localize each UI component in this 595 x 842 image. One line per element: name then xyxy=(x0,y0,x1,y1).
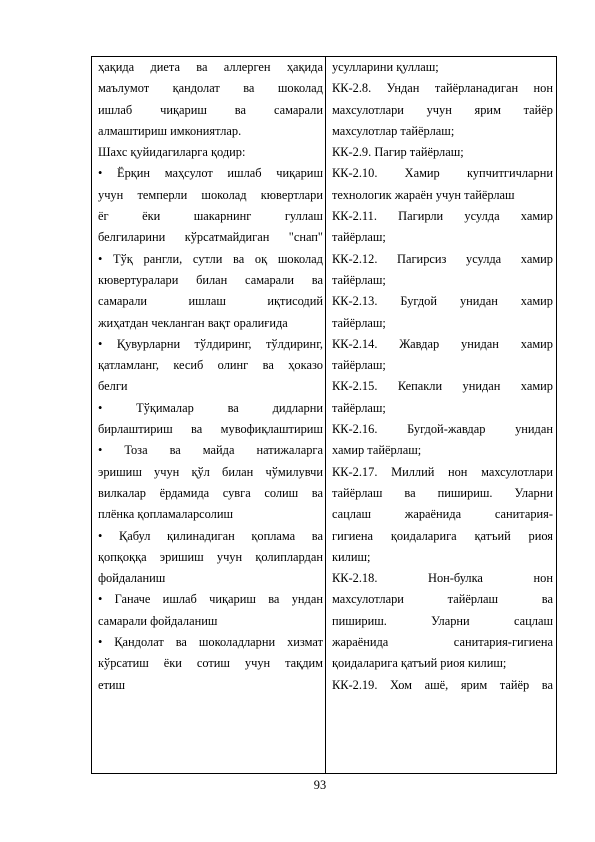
text-line: • Қабул қилинадиган қоплама ва xyxy=(98,528,323,543)
text-line: КК-2.12. Пагирсиз усулда хамир xyxy=(331,251,553,266)
text-line: • Ёрқин маҳсулот ишлаб чиқариш xyxy=(98,166,323,181)
two-column-table xyxy=(91,56,557,774)
text-line: кўрсатиш ёки сотиш учун тақдим xyxy=(98,656,323,671)
text-line: самарали ишлаш иқтисодий xyxy=(98,294,323,309)
text-line: • Тўқ рангли, сутли ва оқ шоколад xyxy=(98,251,323,266)
text-line: тайёрлаш; xyxy=(331,400,386,415)
text-line: КК-2.15. Кепакли унидан хамир xyxy=(331,379,553,394)
text-line: қатламланг, кесиб олинг ва ҳоказо xyxy=(98,358,323,373)
text-line: фойдаланиш xyxy=(98,571,166,586)
text-line: самарали фойдаланиш xyxy=(98,613,218,628)
text-line: хамир тайёрлаш; xyxy=(331,443,422,458)
text-line: маълумот қандолат ва шоколад xyxy=(98,81,323,96)
text-line: махсулотлари тайёрлаш ва xyxy=(331,592,553,607)
text-line: Шахс қуйидагиларга қодир: xyxy=(98,145,246,160)
text-line: алмаштириш имкониятлар. xyxy=(98,123,242,138)
text-line: • Ганаче ишлаб чиқариш ва ундан xyxy=(98,592,323,607)
text-line: КК-2.14. Жавдар унидан хамир xyxy=(331,336,553,351)
text-line: усулларини қуллаш; xyxy=(331,60,439,74)
text-line: кювертуралари билан самарали ва xyxy=(98,272,323,287)
text-line: етиш xyxy=(98,677,126,692)
text-line: тайёрлаш ва пишириш. Уларни xyxy=(331,485,553,500)
text-line: тайёрлаш; xyxy=(331,272,386,287)
text-line: пишириш. Уларни сацлаш xyxy=(331,613,553,628)
text-line: белгиларини кўрсатмайдиган "снап" xyxy=(98,230,323,245)
text-line: ҳақида диета ва аллерген ҳақида xyxy=(98,60,323,74)
text-line: КК-2.17. Миллий нон махсулотлари xyxy=(331,464,553,479)
left-column xyxy=(92,57,326,773)
right-column xyxy=(326,57,556,773)
text-line: жараёнида санитария-гигиена xyxy=(331,635,553,650)
text-line: ёг ёки шакарнинг гуллаш xyxy=(98,209,323,224)
text-line: учун темперли шоколад кювертлари xyxy=(98,187,323,202)
text-line: қопқоққа эришиш учун қолиплардан xyxy=(98,549,323,564)
page-number: 93 xyxy=(313,778,327,792)
text-line: махсулотлари учун ярим тайёр xyxy=(331,102,553,117)
text-line: эришиш учун қўл билан чўмилувчи xyxy=(98,464,323,479)
text-line: КК-2.16. Бугдой-жавдар унидан xyxy=(331,422,553,437)
text-line: КК-2.10. Хамир купчитгичларни xyxy=(331,166,553,181)
text-line: белги xyxy=(98,379,128,394)
text-line: ишлаб чиқариш ва самарали xyxy=(98,102,323,117)
text-line: қоидаларига қатъий риоя килиш; xyxy=(331,656,507,671)
text-line: тайёрлаш; xyxy=(331,358,386,373)
text-line: тайёрлаш; xyxy=(331,230,386,245)
text-line: • Тўқималар ва дидларни xyxy=(98,400,323,415)
text-line: • Тоза ва майда натижаларга xyxy=(98,443,323,458)
text-line: КК-2.13. Бугдой унидан хамир xyxy=(331,294,553,309)
text-line: вилкалар ёрдамида сувга солиш ва xyxy=(98,485,323,500)
text-line: тайёрлаш; xyxy=(331,315,386,330)
text-line: сацлаш жараёнида санитария- xyxy=(331,507,553,522)
text-line: • Қандолат ва шоколадларни хизмат xyxy=(98,635,323,650)
text-line: КК-2.18. Нон-булка нон xyxy=(331,571,553,586)
text-line: килиш; xyxy=(331,549,371,564)
text-line: • Қувурларни тўлдиринг, тўлдиринг, xyxy=(98,336,323,351)
text-line: плёнка қопламаларсолиш xyxy=(98,507,234,522)
text-line: махсулотлар тайёрлаш; xyxy=(331,123,455,138)
text-line: КК-2.8. Ундан тайёрланадиган нон xyxy=(331,81,553,96)
text-line: жиҳатдан чекланган вақт оралиғида xyxy=(98,315,288,330)
text-line: КК-2.19. Хом ашё, ярим тайёр ва xyxy=(331,677,553,692)
text-line: технологик жараён учун тайёрлаш xyxy=(331,187,515,202)
text-line: КК-2.9. Пагир тайёрлаш; xyxy=(331,145,464,160)
text-line: КК-2.11. Пагирли усулда хамир xyxy=(331,209,553,224)
text-line: бирлаштириш ва мувофиқлаштириш xyxy=(98,422,323,437)
text-line: гигиена қоидаларига қатъий риоя xyxy=(331,528,553,543)
